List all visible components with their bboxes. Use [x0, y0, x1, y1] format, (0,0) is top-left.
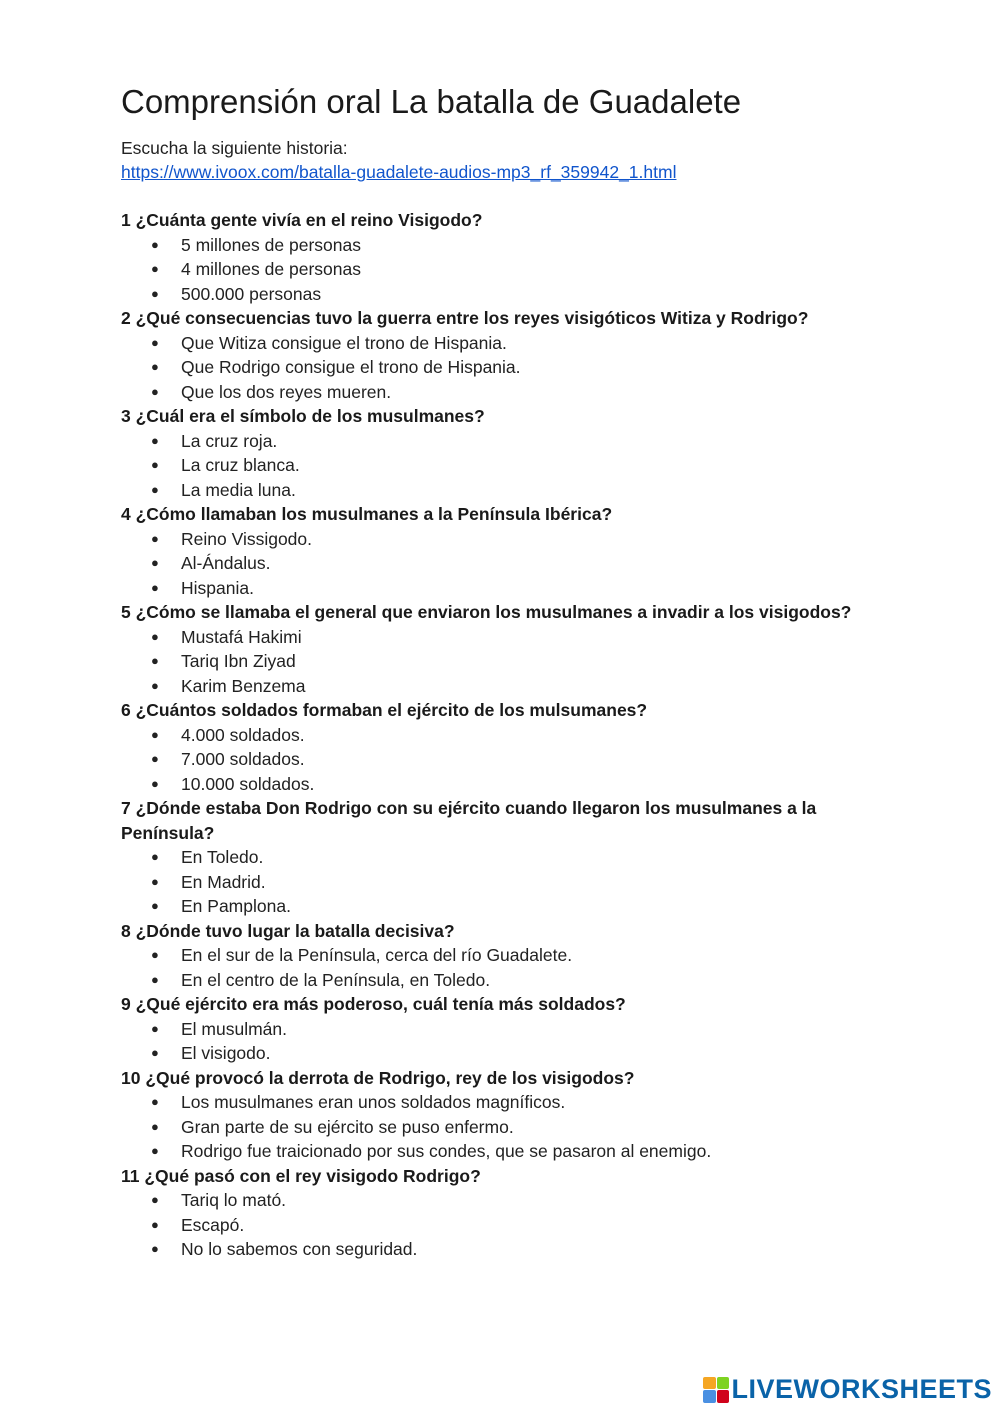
option-item[interactable] — [121, 257, 881, 282]
question-text: 10 ¿Qué provocó la derrota de Rodrigo, rey de los visigodos? — [121, 1067, 635, 1088]
logo-square-orange — [703, 1377, 716, 1390]
option-item[interactable] — [121, 1237, 881, 1262]
intro-text: Escucha la siguiente historia: — [121, 138, 348, 158]
option-list — [121, 625, 881, 699]
option-item[interactable] — [121, 772, 881, 797]
bullet-icon: ● — [151, 359, 159, 374]
bullet-icon: ● — [151, 947, 159, 962]
bullet-icon: ● — [151, 530, 159, 546]
option-list — [121, 845, 881, 919]
option-label: Reino Vissigodo. — [181, 528, 313, 549]
option-label: 7.000 soldados. — [181, 749, 305, 769]
bullet-icon: ● — [151, 628, 159, 644]
bullet-icon: ● — [151, 1045, 159, 1060]
option-item[interactable] — [121, 331, 881, 356]
bullet-icon: ● — [151, 555, 159, 570]
bullet-icon: ● — [151, 1143, 159, 1158]
bullet-icon: ● — [151, 726, 159, 742]
question-text: 7 ¿Dónde estaba Don Rodrigo con su ejército cuando llegaron los musulmanes a la Península? — [121, 798, 817, 843]
logo-square-blue — [703, 1390, 716, 1403]
option-label: Gran parte de su ejército se puso enfermo. — [181, 1116, 514, 1137]
option-list — [121, 1017, 881, 1066]
bullet-icon: ● — [151, 1118, 159, 1134]
option-list — [121, 331, 881, 405]
option-label: El visigodo. — [181, 1043, 271, 1063]
option-item[interactable] — [121, 674, 881, 699]
option-label: Que Witiza consigue el trono de Hispania. — [181, 332, 507, 353]
option-list — [121, 527, 881, 601]
liveworksheets-logo[interactable] — [703, 1374, 992, 1405]
option-list — [121, 943, 881, 992]
question-text: 3 ¿Cuál era el símbolo de los musulmanes? — [121, 406, 485, 426]
bullet-icon: ● — [151, 285, 159, 301]
bullet-icon: ● — [151, 236, 159, 252]
bullet-icon: ● — [151, 334, 159, 350]
bullet-icon: ● — [151, 1094, 159, 1109]
page-title: Comprensión oral La batalla de Guadalete — [121, 83, 742, 120]
option-label: 4.000 soldados. — [181, 724, 305, 745]
question-text: 11 ¿Qué pasó con el rey visigodo Rodrigo? — [121, 1165, 481, 1186]
option-item[interactable] — [121, 355, 881, 380]
option-item[interactable] — [121, 723, 881, 748]
option-label: Los musulmanes eran unos soldados magníficos. — [181, 1092, 566, 1112]
question-text: 1 ¿Cuánta gente vivía en el reino Visigodo? — [121, 210, 483, 230]
option-label: En el centro de la Península, en Toledo. — [181, 969, 491, 990]
bullet-icon: ● — [151, 1192, 159, 1207]
bullet-icon: ● — [151, 1216, 159, 1232]
option-item[interactable] — [121, 1188, 881, 1213]
question-text: 6 ¿Cuántos soldados formaban el ejército de los mulsumanes? — [121, 700, 648, 720]
logo-square-green — [717, 1377, 730, 1390]
option-item[interactable] — [121, 1041, 881, 1066]
bullet-icon: ● — [151, 873, 159, 889]
bullet-icon: ● — [151, 432, 159, 448]
option-label: Rodrigo fue traicionado por sus condes, que se pasaron al enemigo. — [181, 1141, 712, 1161]
option-label: El musulmán. — [181, 1018, 288, 1039]
option-label: En Madrid. — [181, 871, 266, 892]
option-label: La cruz roja. — [181, 430, 278, 451]
question-text: 2 ¿Qué consecuencias tuvo la guerra entre los reyes visigóticos Witiza y Rodrigo? — [121, 308, 809, 328]
worksheet-page — [121, 80, 881, 1262]
bullet-icon: ● — [151, 849, 159, 864]
option-item[interactable] — [121, 1213, 881, 1238]
audio-link[interactable]: https://www.ivoox.com/batalla-guadalete-audios-mp3_rf_359942_1.html — [121, 162, 677, 182]
bullet-icon: ● — [151, 261, 159, 276]
bullet-icon: ● — [151, 481, 159, 497]
bullet-icon: ● — [151, 971, 159, 987]
bullet-icon: ● — [151, 677, 159, 693]
option-item[interactable] — [121, 380, 881, 405]
option-label: Karim Benzema — [181, 675, 306, 696]
bullet-icon: ● — [151, 457, 159, 472]
option-list — [121, 429, 881, 503]
bullet-icon: ● — [151, 383, 159, 399]
option-item[interactable] — [121, 747, 881, 772]
option-list — [121, 1188, 881, 1262]
option-label: Que Rodrigo consigue el trono de Hispania. — [181, 357, 521, 377]
option-label: Mustafá Hakimi — [181, 626, 302, 647]
option-label: 4 millones de personas — [181, 259, 361, 279]
option-label: 500.000 personas — [181, 283, 322, 304]
bullet-icon: ● — [151, 775, 159, 791]
bullet-icon: ● — [151, 751, 159, 766]
option-item[interactable] — [121, 1017, 881, 1042]
option-item[interactable] — [121, 649, 881, 674]
question-text: 8 ¿Dónde tuvo lugar la batalla decisiva? — [121, 920, 455, 941]
option-item[interactable] — [121, 551, 881, 576]
option-label: Hispania. — [181, 577, 254, 598]
option-list — [121, 1090, 881, 1164]
question-text: 4 ¿Cómo llamaban los musulmanes a la Península Ibérica? — [121, 504, 613, 524]
option-label: En Pamplona. — [181, 896, 291, 916]
option-item[interactable] — [121, 1115, 881, 1140]
option-label: Tariq lo mató. — [181, 1190, 287, 1210]
option-item[interactable] — [121, 576, 881, 601]
logo-text: LIVEWORKSHEETS — [731, 1374, 992, 1404]
option-item[interactable] — [121, 282, 881, 307]
option-label: Al-Ándalus. — [181, 553, 271, 573]
question-text: 5 ¿Cómo se llamaba el general que enviaron los musulmanes a invadir a los visigodos? — [121, 602, 852, 622]
option-item[interactable] — [121, 894, 881, 919]
question-text: 9 ¿Qué ejército era más poderoso, cuál tenía más soldados? — [121, 994, 626, 1014]
option-label: 10.000 soldados. — [181, 773, 315, 794]
spacer — [121, 184, 881, 208]
option-label: En Toledo. — [181, 847, 264, 867]
option-item[interactable] — [121, 625, 881, 650]
option-item[interactable] — [121, 233, 881, 258]
option-item[interactable] — [121, 1090, 881, 1115]
option-label: 5 millones de personas — [181, 234, 361, 255]
bullet-icon: ● — [151, 1020, 159, 1036]
option-label: La cruz blanca. — [181, 455, 300, 475]
liveworksheets-logo-icon — [703, 1377, 729, 1403]
option-label: Escapó. — [181, 1214, 245, 1235]
option-item[interactable] — [121, 845, 881, 870]
option-label: Tariq Ibn Ziyad — [181, 651, 296, 671]
bullet-icon: ● — [151, 653, 159, 668]
option-label: No lo sabemos con seguridad. — [181, 1239, 418, 1259]
option-label: La media luna. — [181, 479, 296, 500]
option-item[interactable] — [121, 527, 881, 552]
option-item[interactable] — [121, 453, 881, 478]
option-item[interactable] — [121, 943, 881, 968]
question-list — [121, 208, 881, 1262]
option-item[interactable] — [121, 870, 881, 895]
option-list — [121, 723, 881, 797]
bullet-icon: ● — [151, 1241, 159, 1256]
bullet-icon: ● — [151, 898, 159, 913]
bullet-icon: ● — [151, 579, 159, 595]
option-label: Que los dos reyes mueren. — [181, 381, 392, 402]
option-item[interactable] — [121, 429, 881, 454]
option-item[interactable] — [121, 478, 881, 503]
option-item[interactable] — [121, 968, 881, 993]
option-list — [121, 233, 881, 307]
option-item[interactable] — [121, 1139, 881, 1164]
option-label: En el sur de la Península, cerca del río Guadalete. — [181, 945, 573, 965]
logo-square-red — [717, 1390, 730, 1403]
